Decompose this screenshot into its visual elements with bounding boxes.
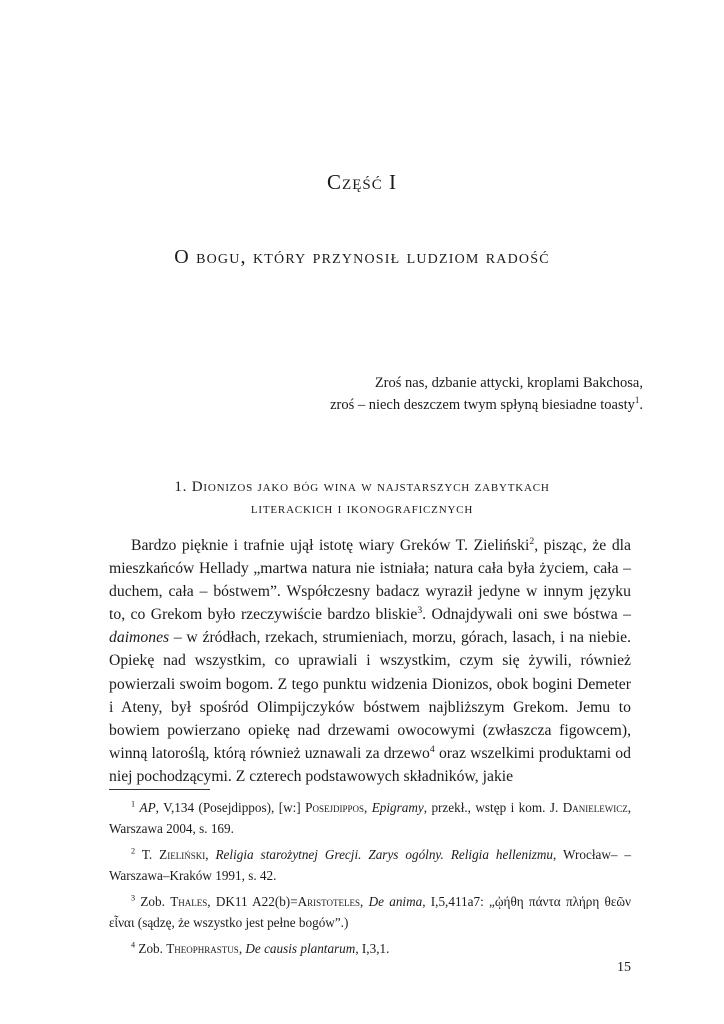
footnote-author: Thales xyxy=(170,894,208,909)
footnote-text: , xyxy=(238,941,246,956)
footnote-2 xyxy=(109,844,631,886)
footnote-text: , DK11 A22(b)= xyxy=(207,894,298,909)
motto-line-2: zroś – niech deszczem twym spłyną biesiadne toasty$^1$. xyxy=(330,395,643,413)
footnote-ref-2: 2 xyxy=(529,535,535,547)
footnote-text: Zob. xyxy=(140,894,171,909)
footnote-1 xyxy=(109,797,631,839)
footnote-author: Posejdippos xyxy=(305,800,364,815)
footnote-author: Aristoteles xyxy=(297,894,360,909)
motto-line-2-text: zroś – niech deszczem twym spłyną biesiadne toasty xyxy=(330,397,635,413)
section-heading-line-2: literackich i ikonograficznych xyxy=(250,501,474,517)
footnote-number: 2 xyxy=(131,846,136,856)
footnote-italic: AP xyxy=(139,800,156,815)
footnote-ref-1: 1 xyxy=(634,395,640,406)
footnote-text: , xyxy=(363,800,372,815)
body-text-s5: oraz wszelkimi produktami od niej pochodzącymi. Z czterech podstawowych składników, jakie xyxy=(109,744,631,785)
footnote-author: Theophrastus xyxy=(166,941,239,956)
footnote-work-title: Epigramy xyxy=(371,800,424,815)
footnote-3 xyxy=(109,891,631,933)
body-text-s1: Bardzo pięknie i trafnie ujął istotę wiary Greków T. Zieliński xyxy=(131,537,530,554)
chapter-title: O bogu, który przynosił ludziom radość xyxy=(174,246,550,268)
body-text-s2: , pisząc, że dla mieszkańców Hellady „martwa natura nie istniała; natura cała była życiem, cała – duchem, cała – bóstwem”. Współczesny badacz wyraził jedyne w innym języku to, co Grekom było rzeczywiście bardzo bliskie xyxy=(109,537,631,624)
footnote-work-title: Religia starożytnej Grecji. Zarys ogólny. Religia hellenizmu xyxy=(215,847,554,862)
part-title: Część I xyxy=(327,170,397,194)
body-paragraph xyxy=(109,534,631,788)
page-number: 15 xyxy=(617,960,631,975)
body-text xyxy=(109,534,631,788)
footnote-number: 3 xyxy=(131,893,136,903)
section-heading-line-1: 1. Dionizos jako bóg wina w najstarszych zabytkach xyxy=(174,479,550,495)
footnote-text: , I,3,1. xyxy=(355,941,390,956)
motto xyxy=(330,372,643,416)
footnote-work-title: De anima xyxy=(368,894,423,909)
footnote-ref-3: 3 xyxy=(417,605,423,617)
footnote-ref-4: 4 xyxy=(429,743,435,755)
footnote-text: , Warszawa 2004, s. 169. xyxy=(109,800,632,836)
footnote-author: Zieliński xyxy=(159,847,206,862)
footnote-text: , V,134 (Posejdippos), [w:] xyxy=(155,800,306,815)
footnote-text: , xyxy=(360,894,369,909)
footnote-text: , przekł., wstęp i kom. J. xyxy=(423,800,563,815)
body-text-s3: . Odnajdywali oni swe bóstwa – xyxy=(422,606,632,624)
footnote-number: 4 xyxy=(131,940,136,950)
footnote-number: 1 xyxy=(131,799,136,809)
footnote-divider xyxy=(109,789,210,790)
footnotes xyxy=(109,797,631,964)
section-heading xyxy=(110,476,614,520)
footnote-text: , Wrocław– –Warszawa–Kraków 1991, s. 42. xyxy=(109,847,632,883)
footnote-author: Danielewicz xyxy=(562,800,628,815)
footnote-text: , xyxy=(205,847,216,862)
motto-line-1: Zroś nas, dzbanie attycki, kroplami Bakchosa, xyxy=(374,375,643,391)
footnote-text: Zob. xyxy=(138,941,167,956)
body-text-s4: – w źródłach, rzekach, strumieniach, morzu, górach, lasach, i na niebie. Opiekę nad wszystkim, co uprawiali i wszystkim, czym się żywili, również powierzali swoim bogom. Z tego punktu widzenia Dionizos, obok bogini Demeter i Ateny, był spośród Olimpijczyków bóstwem najbliższym Grekom. Jemu to bowiem powierzano opiekę nad drzewami owocowymi (zwłaszcza figowcem), winną latoroślą, którą również uznawali za drzewo xyxy=(109,629,631,762)
body-italic-daimones: daimones xyxy=(109,629,170,647)
footnote-work-title: De causis plantarum xyxy=(245,941,356,956)
footnote-text: , I,5,411a7: „ᾠήθη πάντα πλήρη θεῶν εἶναι (sądzę, że wszystko jest pełne bogów”.) xyxy=(109,894,632,930)
footnote-text: T. xyxy=(141,847,160,862)
footnote-4 xyxy=(109,938,631,959)
